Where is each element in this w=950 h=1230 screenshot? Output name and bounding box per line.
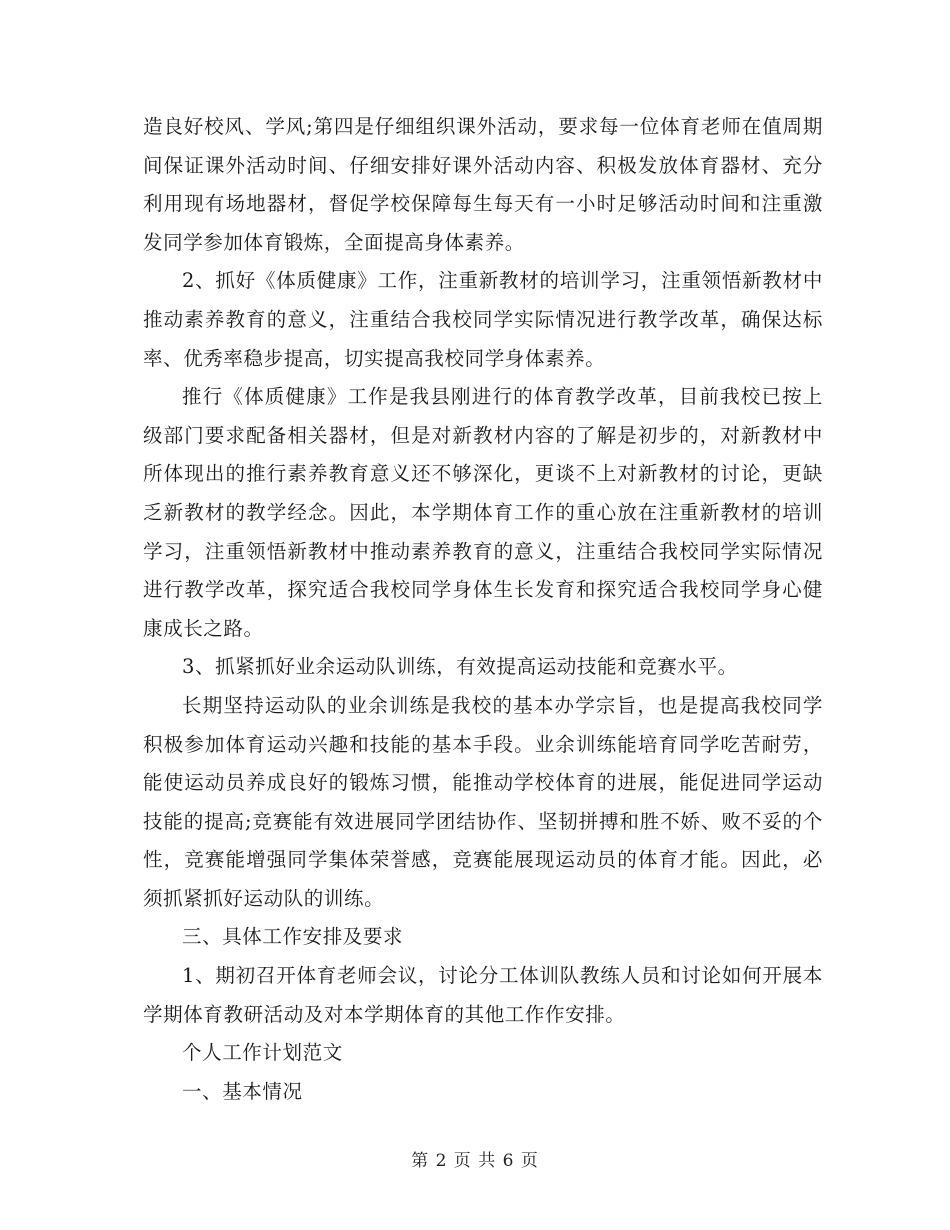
paragraph-body: 推行《体质健康》工作是我县刚进行的体育教学改革，目前我校已按上级部门要求配备相关器材，但是对新教材内容的了解是初步的，对新教材中所体现出的推行素养教育意义还不够深化，更谈不上对新教材的讨论，更缺乏新教材的教学经念。因此，本学期体育工作的重心放在注重新教材的培训学习，注重领悟新教材中推动素养教育的意义，注重结合我校同学实际情况进行教学改革，探究适合我校同学身体生长发育和探究适合我校同学身心健康成长之路。 [143,385,823,640]
document-body [143,108,823,1111]
paragraph-item-2: 2、抓好《体质健康》工作，注重新教材的培训学习，注重领悟新教材中推动素养教育的意义，注重结合我校同学实际情况进行教学改革，确保达标率、优秀率稳步提高，切实提高我校同学身体素养。 [143,269,823,370]
paragraph-continuation: 造良好校风、学风;第四是仔细组织课外活动，要求每一位体育老师在值周期间保证课外活动时间、仔细安排好课外活动内容、积极发放体育器材、充分利用现有场地器材，督促学校保障每生每天有一小时足够活动时间和注重激发同学参加体育锻炼，全面提高身体素养。 [143,115,823,254]
paragraph-body: 长期坚持运动队的业余训练是我校的基本办学宗旨，也是提高我校同学积极参加体育运动兴趣和技能的基本手段。业余训练能培育同学吃苦耐劳，能使运动员养成良好的锻炼习惯，能推动学校体育的进展，能促进同学运动技能的提高;竞赛能有效进展同学团结协作、坚韧拼搏和胜不娇、败不妥的个性，竞赛能增强同学集体荣誉感，竞赛能展现运动员的体育才能。因此，必须抓紧抓好运动队的训练。 [143,693,823,910]
section-heading: 一、基本情况 [182,1079,303,1103]
section-heading: 三、具体工作安排及要求 [182,925,404,949]
document-subtitle: 个人工作计划范文 [182,1041,343,1065]
paragraph-item-3: 3、抓紧抓好业余运动队训练，有效提高运动技能和竞赛水平。 [182,655,738,679]
paragraph-item-1: 1、期初召开体育老师会议，讨论分工体训队教练人员和讨论如何开展本学期体育教研活动及对本学期体育的其他工作作安排。 [143,964,823,1026]
page-number-footer: 第 2 页 共 6 页 [411,1151,539,1171]
